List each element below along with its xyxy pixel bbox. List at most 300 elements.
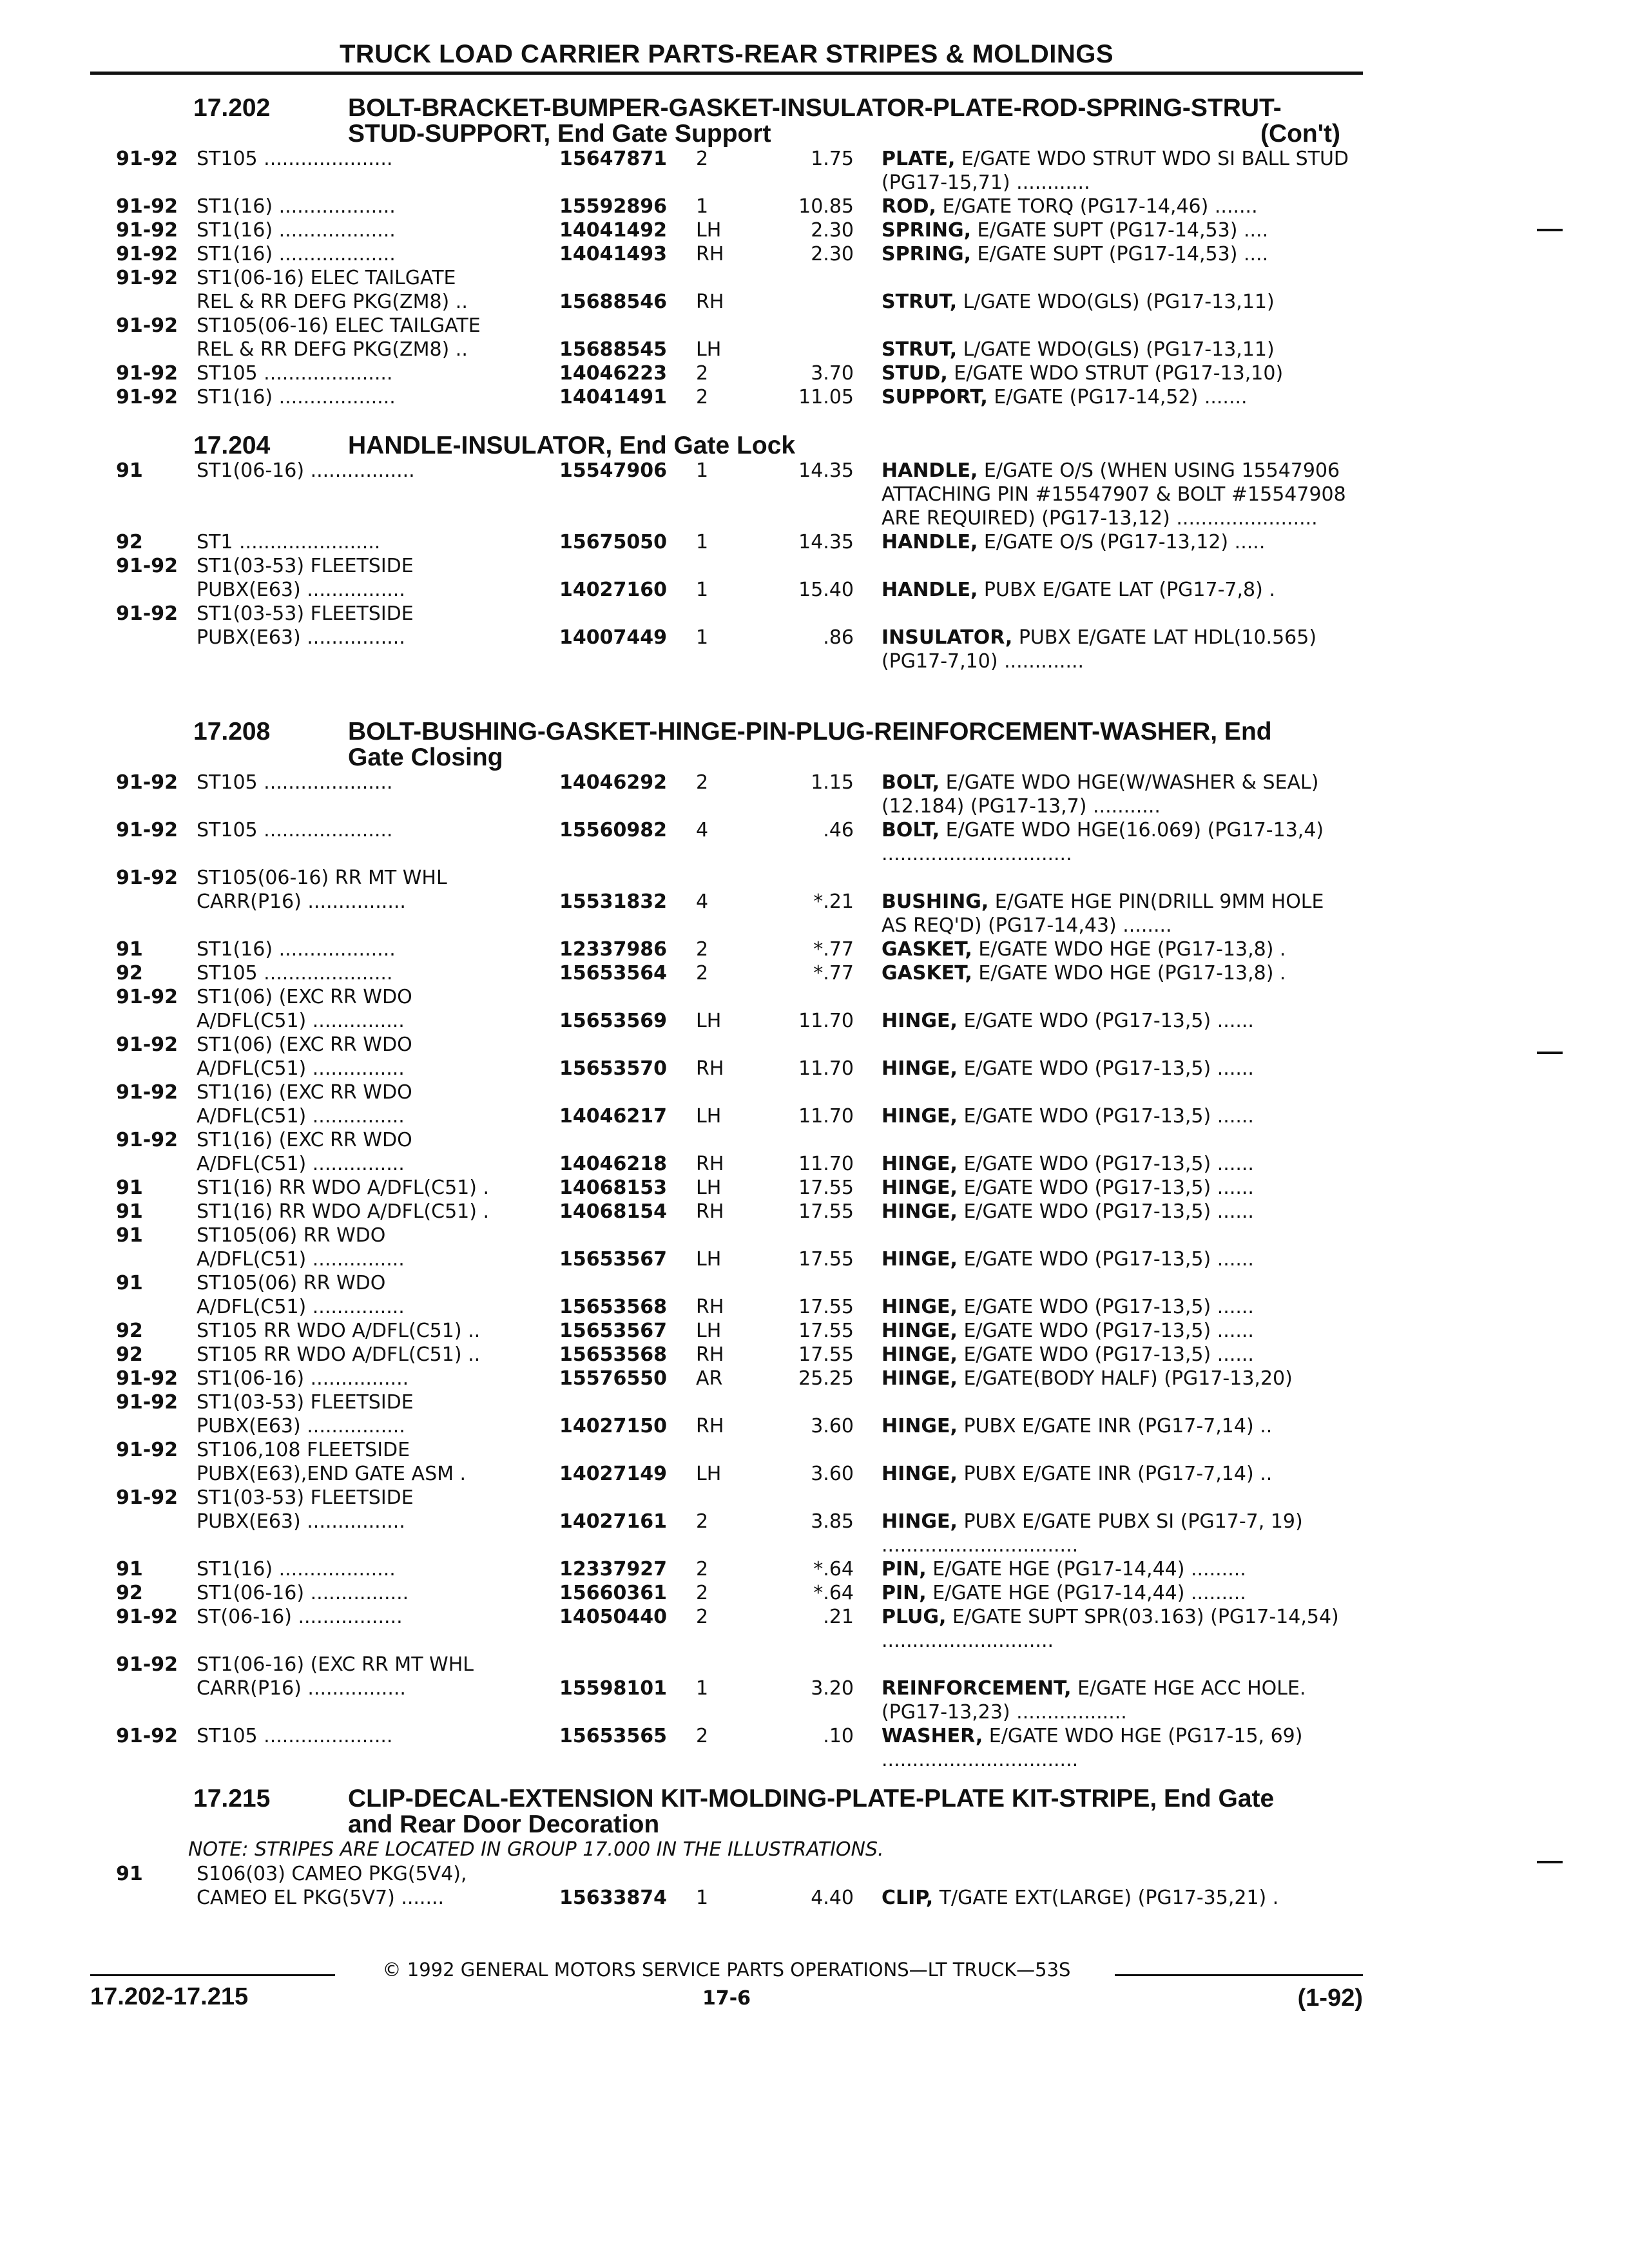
part-row — [0, 266, 1629, 290]
description — [882, 195, 1355, 218]
part-name: HINGE, — [882, 1177, 958, 1199]
part-number: 15560982 — [559, 819, 667, 841]
part-name: STUD, — [882, 362, 948, 385]
quantity: 2 — [696, 1606, 709, 1628]
quantity: 2 — [696, 1558, 709, 1581]
part-row — [0, 195, 1629, 218]
application: ST105 ..................... — [197, 148, 393, 170]
price: *.77 — [813, 938, 854, 961]
price: 14.35 — [798, 459, 854, 482]
quantity: RH — [696, 1200, 724, 1223]
model-year: 91-92 — [116, 986, 178, 1008]
model-year: 91-92 — [116, 1606, 178, 1628]
quantity: 1 — [696, 531, 709, 553]
model-year: 91-92 — [116, 386, 178, 408]
description-text: E/GATE O/S (WHEN USING 15547906 ATTACHING PIN #15547907 & BOLT #15547908 ARE REQUIRED) (PG17-13,12) ....................... — [882, 459, 1346, 530]
quantity: LH — [696, 338, 722, 361]
part-number: 14041491 — [559, 386, 667, 408]
quantity: 2 — [696, 1510, 709, 1533]
price: 3.60 — [811, 1463, 854, 1485]
description-text: E/GATE TORQ (PG17-14,46) ....... — [942, 195, 1258, 218]
price: 17.55 — [798, 1200, 854, 1223]
description — [882, 1414, 1355, 1438]
description-text: E/GATE(BODY HALF) (PG17-13,20) — [963, 1367, 1293, 1390]
price: 11.05 — [798, 386, 854, 408]
application: ST105(06-16) ELEC TAILGATE — [197, 314, 481, 337]
part-row — [0, 1414, 1629, 1438]
part-row — [0, 1128, 1629, 1152]
quantity: 2 — [696, 1725, 709, 1747]
quantity: LH — [696, 1320, 722, 1342]
part-number: 15653568 — [559, 1343, 667, 1366]
quantity: 1 — [696, 626, 709, 649]
quantity: 4 — [696, 819, 709, 841]
part-row — [0, 218, 1629, 242]
part-name: BOLT, — [882, 819, 940, 841]
part-number: 12337927 — [559, 1558, 667, 1581]
model-year: 91-92 — [116, 819, 178, 841]
description-text: E/GATE HGE ACC HOLE. (PG17-13,23) .................. — [882, 1677, 1306, 1724]
part-name: HINGE, — [882, 1105, 958, 1128]
part-number: 15660361 — [559, 1582, 667, 1604]
quantity: 2 — [696, 1582, 709, 1604]
description — [882, 1319, 1355, 1343]
application: CAMEO EL PKG(5V7) ....... — [197, 1887, 445, 1909]
price: 15.40 — [798, 579, 854, 601]
part-row — [0, 866, 1629, 890]
part-number: 15688546 — [559, 291, 667, 313]
description-text: PUBX E/GATE LAT (PG17-7,8) . — [983, 579, 1275, 601]
quantity: LH — [696, 1105, 722, 1128]
quantity: 1 — [696, 1887, 709, 1909]
application: ST1(06-16) ELEC TAILGATE — [197, 267, 456, 289]
price: 14.35 — [798, 531, 854, 553]
description-text: E/GATE O/S (PG17-13,12) ..... — [983, 531, 1266, 553]
application: A/DFL(C51) ............... — [197, 1153, 405, 1175]
part-row — [0, 147, 1629, 195]
model-year: 92 — [116, 531, 143, 553]
model-year: 92 — [116, 962, 143, 985]
part-row — [0, 1653, 1629, 1677]
application: ST105 ..................... — [197, 962, 393, 985]
part-name: HINGE, — [882, 1343, 958, 1366]
price: 17.55 — [798, 1296, 854, 1318]
model-year: 91-92 — [116, 195, 178, 218]
application: ST105 ..................... — [197, 771, 393, 794]
price: 17.55 — [798, 1248, 854, 1271]
part-row — [0, 554, 1629, 578]
part-row — [0, 1862, 1629, 1886]
description-text: PUBX E/GATE INR (PG17-7,14) .. — [963, 1415, 1273, 1437]
quantity: 4 — [696, 890, 709, 913]
part-number: 14046218 — [559, 1153, 667, 1175]
application: ST1(03-53) FLEETSIDE — [197, 555, 414, 577]
price: 4.40 — [811, 1887, 854, 1909]
application: ST1(16) RR WDO A/DFL(C51) . — [197, 1200, 490, 1223]
quantity: RH — [696, 1057, 724, 1080]
quantity: 1 — [696, 579, 709, 601]
part-number: 15598101 — [559, 1677, 667, 1700]
part-row — [0, 1677, 1629, 1724]
description — [882, 1343, 1355, 1367]
application: ST(06-16) ................. — [197, 1606, 403, 1628]
part-number: 15547906 — [559, 459, 667, 482]
description-text: E/GATE WDO HGE (PG17-13,8) . — [978, 938, 1286, 961]
description — [882, 1367, 1355, 1390]
price: 3.60 — [811, 1415, 854, 1437]
quantity: LH — [696, 1248, 722, 1271]
part-name: SPRING, — [882, 243, 971, 265]
application: A/DFL(C51) ............... — [197, 1248, 405, 1271]
part-row — [0, 1438, 1629, 1462]
description — [882, 890, 1355, 937]
description — [882, 626, 1355, 673]
section-title: BOLT-BUSHING-GASKET-HINGE-PIN-PLUG-REINFORCEMENT-WASHER, End Gate Closing — [348, 718, 1272, 771]
footer-copyright: © 1992 GENERAL MOTORS SERVICE PARTS OPERATIONS—LT TRUCK—53S — [382, 1959, 1071, 1981]
model-year: 91 — [116, 1200, 143, 1223]
description — [882, 1152, 1355, 1176]
price: .10 — [823, 1725, 854, 1747]
description-text: L/GATE WDO(GLS) (PG17-13,11) — [963, 291, 1275, 313]
footer-date: (1-92) — [1297, 1984, 1363, 2012]
part-name: HINGE, — [882, 1320, 958, 1342]
part-number: 14068153 — [559, 1177, 667, 1199]
part-row — [0, 290, 1629, 314]
application: ST1(16) ................... — [197, 1558, 396, 1581]
model-year: 91-92 — [116, 1367, 178, 1390]
quantity: 1 — [696, 1677, 709, 1700]
parts-list — [0, 1862, 1629, 1910]
description — [882, 1176, 1355, 1200]
section-17-202 — [0, 95, 1629, 409]
margin-mark — [1537, 1861, 1563, 1863]
application: A/DFL(C51) ............... — [197, 1105, 405, 1128]
price: 11.70 — [798, 1153, 854, 1175]
description-text: E/GATE SUPT SPR(03.163) (PG17-14,54) ............................ — [882, 1606, 1339, 1652]
model-year: 91 — [116, 1177, 143, 1199]
part-name: GASKET, — [882, 962, 972, 985]
part-row — [0, 1390, 1629, 1414]
quantity: LH — [696, 1177, 722, 1199]
description-text: E/GATE WDO STRUT WDO SI BALL STUD (PG17-15,71) ............ — [882, 148, 1349, 194]
application: ST1(06-16) ................ — [197, 1582, 409, 1604]
model-year: 91-92 — [116, 1129, 178, 1151]
model-year: 91-92 — [116, 243, 178, 265]
part-name: INSULATOR, — [882, 626, 1013, 649]
model-year: 91 — [116, 1224, 143, 1247]
part-name: REINFORCEMENT, — [882, 1677, 1072, 1700]
description-text: E/GATE WDO (PG17-13,5) ...... — [963, 1248, 1254, 1271]
part-number: 15653567 — [559, 1320, 667, 1342]
description — [882, 1581, 1355, 1605]
description — [882, 218, 1355, 242]
price: 3.85 — [811, 1510, 854, 1533]
part-number: 14027150 — [559, 1415, 667, 1437]
part-row — [0, 1176, 1629, 1200]
description — [882, 771, 1355, 818]
model-year: 91-92 — [116, 362, 178, 385]
part-number: 14027149 — [559, 1463, 667, 1485]
application: ST1(16) RR WDO A/DFL(C51) . — [197, 1177, 490, 1199]
description-text: E/GATE WDO (PG17-13,5) ...... — [963, 1010, 1254, 1032]
footer-section-range: 17.202-17.215 — [90, 1983, 249, 2010]
part-number: 14041493 — [559, 243, 667, 265]
application: PUBX(E63) ................ — [197, 579, 405, 601]
price: 10.85 — [798, 195, 854, 218]
application: ST1 ....................... — [197, 531, 381, 553]
price: 3.70 — [811, 362, 854, 385]
application: ST105 ..................... — [197, 819, 393, 841]
application: REL & RR DEFG PKG(ZM8) .. — [197, 291, 468, 313]
part-row — [0, 530, 1629, 554]
part-number: 15576550 — [559, 1367, 667, 1390]
part-row — [0, 1224, 1629, 1247]
part-number: 15653568 — [559, 1296, 667, 1318]
application: ST1(06-16) ................ — [197, 1367, 409, 1390]
price: *.77 — [813, 962, 854, 985]
application: ST1(16) ................... — [197, 219, 396, 242]
quantity: AR — [696, 1367, 723, 1390]
part-number: 14041492 — [559, 219, 667, 242]
model-year: 91 — [116, 1863, 143, 1885]
price: 17.55 — [798, 1343, 854, 1366]
quantity: 1 — [696, 459, 709, 482]
description — [882, 1200, 1355, 1224]
application: ST105 RR WDO A/DFL(C51) .. — [197, 1320, 481, 1342]
section-number: 17.215 — [193, 1785, 271, 1812]
application: ST1(03-53) FLEETSIDE — [197, 1486, 414, 1509]
model-year: 92 — [116, 1343, 143, 1366]
quantity: 2 — [696, 771, 709, 794]
margin-mark — [1537, 229, 1563, 231]
parts-list — [0, 771, 1629, 1772]
part-row — [0, 578, 1629, 602]
part-row — [0, 937, 1629, 961]
part-row — [0, 1009, 1629, 1033]
quantity: LH — [696, 1463, 722, 1485]
price: 11.70 — [798, 1105, 854, 1128]
application: ST1(06-16) ................. — [197, 459, 415, 482]
price: 17.55 — [798, 1177, 854, 1199]
part-row — [0, 1152, 1629, 1176]
part-name: CLIP, — [882, 1887, 934, 1909]
part-number: 15688545 — [559, 338, 667, 361]
part-name: HINGE, — [882, 1200, 958, 1223]
part-row — [0, 1462, 1629, 1486]
part-row — [0, 314, 1629, 338]
section-title: HANDLE-INSULATOR, End Gate Lock — [348, 432, 796, 459]
application: ST1(16) (EXC RR WDO — [197, 1081, 412, 1104]
quantity: 1 — [696, 195, 709, 218]
part-name: PLATE, — [882, 148, 956, 170]
application: ST1(16) ................... — [197, 386, 396, 408]
description — [882, 1605, 1355, 1653]
description — [882, 1247, 1355, 1271]
application: ST105 ..................... — [197, 362, 393, 385]
description-text: E/GATE WDO (PG17-13,5) ...... — [963, 1320, 1254, 1342]
section-17-208 — [0, 719, 1629, 1772]
part-row — [0, 361, 1629, 385]
part-row — [0, 338, 1629, 361]
application: PUBX(E63) ................ — [197, 626, 405, 649]
parts-list — [0, 147, 1629, 409]
part-name: HINGE, — [882, 1248, 958, 1271]
quantity: 2 — [696, 938, 709, 961]
margin-mark — [1537, 1052, 1563, 1054]
part-number: 14050440 — [559, 1606, 667, 1628]
description-text: E/GATE WDO (PG17-13,5) ...... — [963, 1153, 1254, 1175]
part-row — [0, 1271, 1629, 1295]
quantity: RH — [696, 1153, 724, 1175]
part-number: 15653564 — [559, 962, 667, 985]
description — [882, 1295, 1355, 1319]
part-row — [0, 1081, 1629, 1104]
description-text: E/GATE WDO (PG17-13,5) ...... — [963, 1200, 1254, 1223]
application: ST1(06) (EXC RR WDO — [197, 986, 412, 1008]
part-row — [0, 1510, 1629, 1557]
description-text: E/GATE WDO (PG17-13,5) ...... — [963, 1177, 1254, 1199]
part-name: HANDLE, — [882, 459, 978, 482]
part-name: HINGE, — [882, 1296, 958, 1318]
application: PUBX(E63) ................ — [197, 1415, 405, 1437]
part-row — [0, 1295, 1629, 1319]
description — [882, 147, 1355, 195]
description — [882, 1724, 1355, 1772]
model-year: 91-92 — [116, 1391, 178, 1414]
description — [882, 385, 1355, 409]
price: 17.55 — [798, 1320, 854, 1342]
price: 2.30 — [811, 219, 854, 242]
application: ST1(03-53) FLEETSIDE — [197, 602, 414, 625]
part-number: 14027161 — [559, 1510, 667, 1533]
description-text: T/GATE EXT(LARGE) (PG17-35,21) . — [939, 1887, 1279, 1909]
part-row — [0, 1886, 1629, 1910]
section-heading — [0, 1786, 1629, 1838]
section-note: NOTE: STRIPES ARE LOCATED IN GROUP 17.000 IN THE ILLUSTRATIONS. — [188, 1838, 884, 1861]
model-year: 91-92 — [116, 771, 178, 794]
section-heading — [0, 95, 1629, 147]
application: A/DFL(C51) ............... — [197, 1010, 405, 1032]
description-text: E/GATE WDO (PG17-13,5) ...... — [963, 1296, 1254, 1318]
part-number: 14027160 — [559, 579, 667, 601]
quantity: RH — [696, 291, 724, 313]
description-text: E/GATE (PG17-14,52) ....... — [994, 386, 1248, 408]
application: ST106,108 FLEETSIDE — [197, 1439, 410, 1461]
section-number: 17.204 — [193, 432, 271, 459]
price: 3.20 — [811, 1677, 854, 1700]
page-header: TRUCK LOAD CARRIER PARTS-REAR STRIPES & MOLDINGS — [90, 40, 1363, 75]
part-name: STRUT, — [882, 338, 958, 361]
description-text: PUBX E/GATE LAT HDL(10.565) (PG17-7,10) ............. — [882, 626, 1317, 673]
part-number: 15531832 — [559, 890, 667, 913]
part-row — [0, 1367, 1629, 1390]
part-number: 15675050 — [559, 531, 667, 553]
description — [882, 937, 1355, 961]
part-name: HANDLE, — [882, 579, 978, 601]
parts-list — [0, 459, 1629, 673]
description-text: E/GATE WDO HGE(W/WASHER & SEAL)(12.184) (PG17-13,7) ........... — [882, 771, 1319, 818]
model-year: 91-92 — [116, 219, 178, 242]
application: ST1(16) ................... — [197, 195, 396, 218]
part-row — [0, 459, 1629, 530]
application: CARR(P16) ................ — [197, 1677, 406, 1700]
application: ST105 RR WDO A/DFL(C51) .. — [197, 1343, 481, 1366]
application: A/DFL(C51) ............... — [197, 1057, 405, 1080]
price: *.64 — [813, 1582, 854, 1604]
part-row — [0, 1104, 1629, 1128]
model-year: 91-92 — [116, 148, 178, 170]
part-name: PLUG, — [882, 1606, 947, 1628]
application: ST1(06) (EXC RR WDO — [197, 1033, 412, 1056]
description-text: E/GATE HGE PIN(DRILL 9MM HOLE AS REQ'D) (PG17-14,43) ........ — [882, 890, 1324, 937]
model-year: 91 — [116, 1272, 143, 1294]
part-row — [0, 1057, 1629, 1081]
footer-page-number: 17-6 — [702, 1987, 751, 2010]
quantity: 2 — [696, 362, 709, 385]
description-text: E/GATE WDO (PG17-13,5) ...... — [963, 1057, 1254, 1080]
part-name: SPRING, — [882, 219, 971, 242]
section-number: 17.202 — [193, 94, 271, 122]
application: ST105 ..................... — [197, 1725, 393, 1747]
part-name: WASHER, — [882, 1725, 983, 1747]
application: CARR(P16) ................ — [197, 890, 406, 913]
part-name: PIN, — [882, 1558, 927, 1581]
part-row — [0, 1557, 1629, 1581]
part-number: 14046223 — [559, 362, 667, 385]
application: ST105(06-16) RR MT WHL — [197, 867, 447, 889]
price: 11.70 — [798, 1057, 854, 1080]
price: 25.25 — [798, 1367, 854, 1390]
model-year: 92 — [116, 1582, 143, 1604]
description — [882, 1677, 1355, 1724]
part-row — [0, 1319, 1629, 1343]
quantity: RH — [696, 1343, 724, 1366]
description-text: E/GATE WDO STRUT (PG17-13,10) — [954, 362, 1284, 385]
part-name: HINGE, — [882, 1367, 958, 1390]
description-text: E/GATE WDO HGE(16.069) (PG17-13,4) ............................... — [882, 819, 1324, 865]
part-row — [0, 626, 1629, 673]
description — [882, 242, 1355, 266]
part-row — [0, 1581, 1629, 1605]
price: *.21 — [813, 890, 854, 913]
model-year: 91-92 — [116, 1653, 178, 1676]
part-row — [0, 1200, 1629, 1224]
quantity: 2 — [696, 386, 709, 408]
part-row — [0, 1605, 1629, 1653]
description — [882, 818, 1355, 866]
description-text: PUBX E/GATE PUBX SI (PG17-7, 19) ................................ — [882, 1510, 1303, 1557]
part-number: 14068154 — [559, 1200, 667, 1223]
quantity: RH — [696, 1415, 724, 1437]
part-row — [0, 602, 1629, 626]
section-number: 17.208 — [193, 718, 271, 745]
description — [882, 530, 1355, 554]
section-17-215 — [0, 1786, 1629, 1910]
application: ST1(06-16) (EXC RR MT WHL — [197, 1653, 474, 1676]
model-year: 91-92 — [116, 555, 178, 577]
description — [882, 290, 1355, 314]
quantity: LH — [696, 1010, 722, 1032]
model-year: 91 — [116, 938, 143, 961]
description — [882, 361, 1355, 385]
part-row — [0, 242, 1629, 266]
quantity: RH — [696, 243, 724, 265]
application: ST1(16) (EXC RR WDO — [197, 1129, 412, 1151]
description — [882, 1886, 1355, 1910]
part-name: PIN, — [882, 1582, 927, 1604]
price: .86 — [823, 626, 854, 649]
model-year: 91-92 — [116, 602, 178, 625]
